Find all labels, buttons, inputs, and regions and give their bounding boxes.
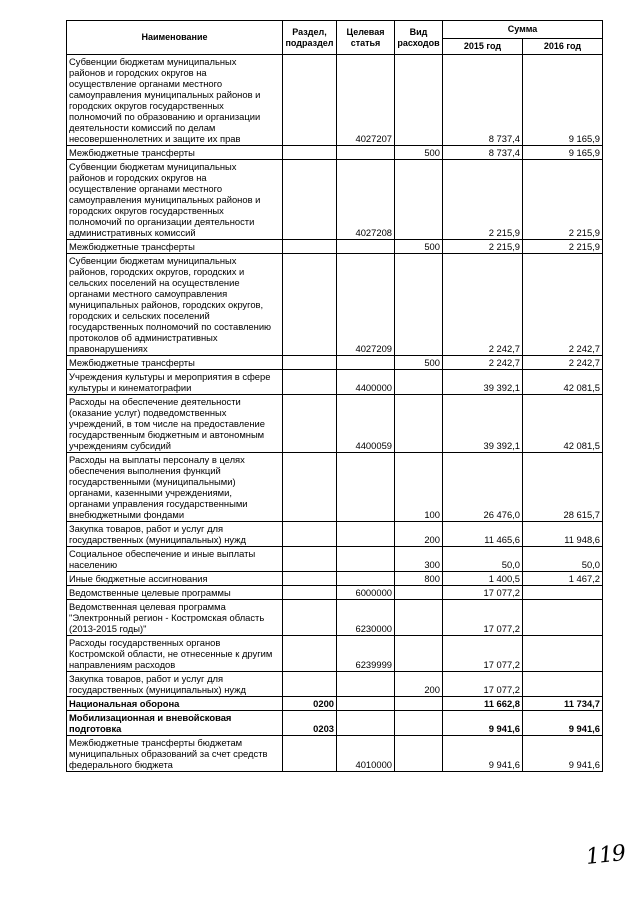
row-name-cell: Закупка товаров, работ и услуг для государственных (муниципальных) нужд <box>67 672 283 697</box>
table-row <box>67 240 603 254</box>
row-kind-cell: 200 <box>395 522 443 547</box>
table-row <box>67 522 603 547</box>
table-row <box>67 395 603 453</box>
row-section-cell <box>283 160 337 240</box>
table-header <box>67 21 603 55</box>
table-row <box>67 711 603 736</box>
row-kind-cell: 800 <box>395 572 443 586</box>
row-kind-cell <box>395 160 443 240</box>
row-kind-cell: 300 <box>395 547 443 572</box>
row-section-cell <box>283 586 337 600</box>
row-sum-2015-cell: 2 215,9 <box>443 240 523 254</box>
row-kind-cell: 500 <box>395 240 443 254</box>
row-sum-2015-cell: 9 941,6 <box>443 736 523 772</box>
table-row <box>67 146 603 160</box>
row-section-cell <box>283 240 337 254</box>
row-kind-cell <box>395 586 443 600</box>
row-target-cell <box>337 453 395 522</box>
row-target-cell: 4027208 <box>337 160 395 240</box>
table-row <box>67 572 603 586</box>
row-section-cell <box>283 636 337 672</box>
row-kind-cell <box>395 736 443 772</box>
row-sum-2016-cell: 11 734,7 <box>523 697 603 711</box>
row-sum-2015-cell: 39 392,1 <box>443 370 523 395</box>
row-target-cell <box>337 672 395 697</box>
table-row <box>67 160 603 240</box>
row-section-cell <box>283 672 337 697</box>
row-kind-cell <box>395 636 443 672</box>
row-sum-2016-cell: 42 081,5 <box>523 395 603 453</box>
row-target-cell <box>337 711 395 736</box>
row-target-cell: 4400000 <box>337 370 395 395</box>
row-name-cell: Иные бюджетные ассигнования <box>67 572 283 586</box>
row-sum-2016-cell <box>523 636 603 672</box>
header-sum: Сумма <box>443 21 603 39</box>
row-sum-2016-cell: 1 467,2 <box>523 572 603 586</box>
row-sum-2016-cell: 9 165,9 <box>523 55 603 146</box>
row-kind-cell <box>395 395 443 453</box>
row-section-cell <box>283 146 337 160</box>
row-kind-cell <box>395 711 443 736</box>
row-sum-2015-cell: 8 737,4 <box>443 146 523 160</box>
row-section-cell <box>283 547 337 572</box>
row-sum-2016-cell <box>523 600 603 636</box>
row-sum-2015-cell: 2 242,7 <box>443 254 523 356</box>
row-sum-2016-cell: 50,0 <box>523 547 603 572</box>
row-sum-2015-cell: 50,0 <box>443 547 523 572</box>
row-kind-cell: 500 <box>395 356 443 370</box>
row-target-cell <box>337 356 395 370</box>
row-section-cell <box>283 453 337 522</box>
row-section-cell <box>283 254 337 356</box>
row-target-cell <box>337 572 395 586</box>
row-section-cell <box>283 600 337 636</box>
row-name-cell: Субвенции бюджетам муниципальных районов и городских округов на осуществление органами местного самоуправления муниципальных районов и городских округов государственных полномочий по организации деятельности административных комиссий <box>67 160 283 240</box>
row-sum-2015-cell: 11 465,6 <box>443 522 523 547</box>
row-name-cell: Учреждения культуры и мероприятия в сфере культуры и кинематографии <box>67 370 283 395</box>
row-sum-2015-cell: 17 077,2 <box>443 600 523 636</box>
row-section-cell: 0200 <box>283 697 337 711</box>
row-kind-cell: 500 <box>395 146 443 160</box>
row-sum-2015-cell: 2 242,7 <box>443 356 523 370</box>
row-target-cell: 6000000 <box>337 586 395 600</box>
row-kind-cell: 200 <box>395 672 443 697</box>
row-section-cell <box>283 522 337 547</box>
row-kind-cell <box>395 600 443 636</box>
table-row <box>67 586 603 600</box>
row-sum-2016-cell: 2 242,7 <box>523 254 603 356</box>
row-sum-2016-cell: 9 165,9 <box>523 146 603 160</box>
row-sum-2016-cell: 42 081,5 <box>523 370 603 395</box>
row-section-cell: 0203 <box>283 711 337 736</box>
row-name-cell: Субвенции бюджетам муниципальных районов и городских округов на осуществление органами местного самоуправления муниципальных районов и городских округов государственных полномочий по образованию и организации деятельности комиссий по делам несовершеннолетних и защите их прав <box>67 55 283 146</box>
row-name-cell: Межбюджетные трансферты <box>67 240 283 254</box>
row-sum-2015-cell: 17 077,2 <box>443 636 523 672</box>
row-name-cell: Межбюджетные трансферты бюджетам муниципальных образований за счет средств федерального бюджета <box>67 736 283 772</box>
header-2016: 2016 год <box>523 39 603 55</box>
table-row <box>67 636 603 672</box>
row-name-cell: Расходы на выплаты персоналу в целях обеспечения выполнения функций государственными (муниципальными) органами, казенными учреждениями, органами управления государственными внебюджетными фондами <box>67 453 283 522</box>
row-section-cell <box>283 356 337 370</box>
row-name-cell: Расходы на обеспечение деятельности (оказание услуг) подведомственных учреждений, в том числе на предоставление государственным бюджетным и автономным учреждениям субсидий <box>67 395 283 453</box>
table-row <box>67 672 603 697</box>
table-row <box>67 697 603 711</box>
row-target-cell <box>337 240 395 254</box>
row-section-cell <box>283 736 337 772</box>
row-target-cell: 4010000 <box>337 736 395 772</box>
row-sum-2016-cell: 9 941,6 <box>523 711 603 736</box>
row-target-cell <box>337 697 395 711</box>
table-row <box>67 600 603 636</box>
header-target: Целевая статья <box>337 21 395 55</box>
row-sum-2015-cell: 17 077,2 <box>443 586 523 600</box>
row-kind-cell: 100 <box>395 453 443 522</box>
row-name-cell: Ведомственные целевые программы <box>67 586 283 600</box>
table-row <box>67 736 603 772</box>
row-name-cell: Социальное обеспечение и иные выплаты населению <box>67 547 283 572</box>
row-target-cell: 4027209 <box>337 254 395 356</box>
row-sum-2016-cell: 11 948,6 <box>523 522 603 547</box>
row-section-cell <box>283 370 337 395</box>
row-name-cell: Межбюджетные трансферты <box>67 146 283 160</box>
row-sum-2015-cell: 39 392,1 <box>443 395 523 453</box>
row-sum-2016-cell: 9 941,6 <box>523 736 603 772</box>
header-kind: Вид расходов <box>395 21 443 55</box>
row-name-cell: Национальная оборона <box>67 697 283 711</box>
header-section: Раздел, подраздел <box>283 21 337 55</box>
row-sum-2016-cell <box>523 672 603 697</box>
row-name-cell: Мобилизационная и вневойсковая подготовка <box>67 711 283 736</box>
row-kind-cell <box>395 370 443 395</box>
table-row <box>67 55 603 146</box>
table-row <box>67 356 603 370</box>
row-name-cell: Ведомственная целевая программа "Электронный регион - Костромская область (2013-2015 годы)" <box>67 600 283 636</box>
row-section-cell <box>283 572 337 586</box>
row-sum-2015-cell: 17 077,2 <box>443 672 523 697</box>
row-target-cell: 6230000 <box>337 600 395 636</box>
row-name-cell: Субвенции бюджетам муниципальных районов, городских округов, городских и сельских поселений на осуществление органами местного самоуправления муниципальных районов, городских округов, городских и сельских поселений государственных полномочий по составлению протоколов об административных правонарушениях <box>67 254 283 356</box>
table-body <box>67 55 603 772</box>
row-sum-2016-cell: 2 242,7 <box>523 356 603 370</box>
row-name-cell: Закупка товаров, работ и услуг для государственных (муниципальных) нужд <box>67 522 283 547</box>
table-row <box>67 370 603 395</box>
row-sum-2016-cell: 2 215,9 <box>523 240 603 254</box>
budget-table <box>66 20 603 772</box>
row-sum-2015-cell: 8 737,4 <box>443 55 523 146</box>
row-sum-2015-cell: 26 476,0 <box>443 453 523 522</box>
row-name-cell: Межбюджетные трансферты <box>67 356 283 370</box>
row-section-cell <box>283 55 337 146</box>
row-section-cell <box>283 395 337 453</box>
row-sum-2016-cell <box>523 586 603 600</box>
row-name-cell: Расходы государственных органов Костромской области, не отнесенные к другим направлениям расходов <box>67 636 283 672</box>
table-row <box>67 547 603 572</box>
header-2015: 2015 год <box>443 39 523 55</box>
row-sum-2016-cell: 2 215,9 <box>523 160 603 240</box>
row-target-cell: 4027207 <box>337 55 395 146</box>
page-number: 119 <box>584 841 627 870</box>
row-sum-2015-cell: 2 215,9 <box>443 160 523 240</box>
header-name: Наименование <box>67 21 283 55</box>
row-sum-2016-cell: 28 615,7 <box>523 453 603 522</box>
table-row <box>67 453 603 522</box>
row-target-cell <box>337 146 395 160</box>
row-sum-2015-cell: 9 941,6 <box>443 711 523 736</box>
row-kind-cell <box>395 697 443 711</box>
row-kind-cell <box>395 254 443 356</box>
row-target-cell: 6239999 <box>337 636 395 672</box>
row-sum-2015-cell: 11 662,8 <box>443 697 523 711</box>
row-sum-2015-cell: 1 400,5 <box>443 572 523 586</box>
row-target-cell: 4400059 <box>337 395 395 453</box>
row-kind-cell <box>395 55 443 146</box>
row-target-cell <box>337 522 395 547</box>
table-row <box>67 254 603 356</box>
row-target-cell <box>337 547 395 572</box>
